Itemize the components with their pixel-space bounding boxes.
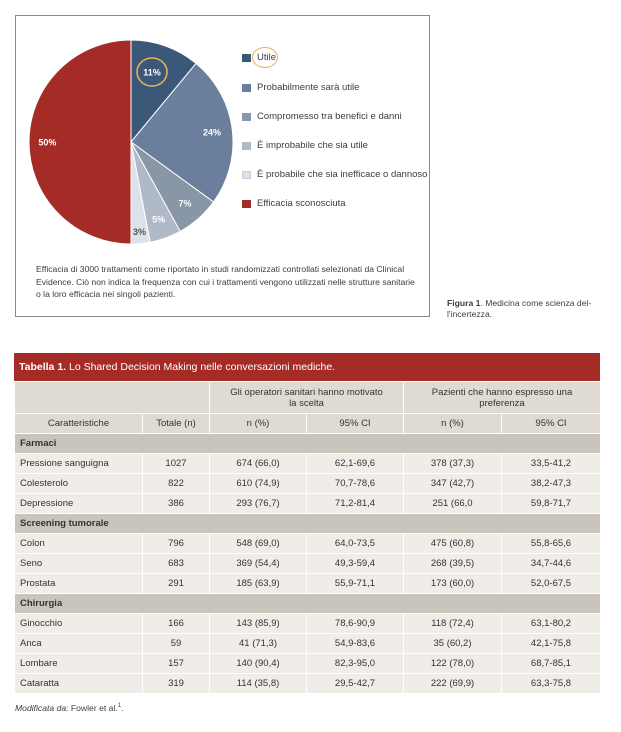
section-row xyxy=(15,514,601,534)
col-header-n-patients: n (%) xyxy=(404,414,502,434)
legend-label: Efficacia sconosciuta xyxy=(257,198,346,209)
table-cell: 35 (60,2) xyxy=(404,634,502,654)
table-cell: 268 (39,5) xyxy=(404,554,502,574)
table-cell: 63,3-75,8 xyxy=(502,674,601,694)
table-title xyxy=(14,353,600,381)
table-cell: 143 (85,9) xyxy=(210,614,307,634)
table-cell: Seno xyxy=(15,554,143,574)
table-cell: 475 (60,8) xyxy=(404,534,502,554)
table-cell: Colon xyxy=(15,534,143,554)
table-cell: 42,1-75,8 xyxy=(502,634,601,654)
table-cell: 71,2-81,4 xyxy=(307,494,404,514)
table-cell: 49,3-59,4 xyxy=(307,554,404,574)
table-row xyxy=(15,474,601,494)
group-header-operators-text: Gli operatori sanitari hanno motivato la scelta xyxy=(230,386,383,409)
group-header-operators xyxy=(210,382,404,414)
legend-swatch xyxy=(242,84,251,92)
legend-highlight-circle xyxy=(252,47,278,68)
table-row xyxy=(15,674,601,694)
table-cell: Lombare xyxy=(15,654,143,674)
table-cell: 59,8-71,7 xyxy=(502,494,601,514)
table-cell: 674 (66,0) xyxy=(210,454,307,474)
figure-label xyxy=(447,298,612,319)
table-cell: 33,5-41,2 xyxy=(502,454,601,474)
group-header-patients xyxy=(404,382,601,414)
table-cell: 185 (63,9) xyxy=(210,574,307,594)
col-header-ci-operators: 95% CI xyxy=(307,414,404,434)
col-header-ci-patients: 95% CI xyxy=(502,414,601,434)
figure-label-text: . Medicina come scienza del-l'incertezza. xyxy=(447,298,592,319)
section-title: Chirurgia xyxy=(15,594,601,614)
table-cell: 59 xyxy=(143,634,210,654)
table-cell: 55,9-71,1 xyxy=(307,574,404,594)
table-cell: 291 xyxy=(143,574,210,594)
table-cell: 52,0-67,5 xyxy=(502,574,601,594)
table-cell: 251 (66,0 xyxy=(404,494,502,514)
table-cell: Depressione xyxy=(15,494,143,514)
table-row xyxy=(15,634,601,654)
table-row xyxy=(15,614,601,634)
table-cell: 55,8-65,6 xyxy=(502,534,601,554)
table-cell: Prostata xyxy=(15,574,143,594)
table-cell: 378 (37,3) xyxy=(404,454,502,474)
table-cell: 222 (69,9) xyxy=(404,674,502,694)
table-header-empty xyxy=(15,382,210,414)
table-cell: 64,0-73,5 xyxy=(307,534,404,554)
table-cell: Colesterolo xyxy=(15,474,143,494)
table-cell: 369 (54,4) xyxy=(210,554,307,574)
table-cell: 34,7-44,6 xyxy=(502,554,601,574)
table-column-header-row xyxy=(15,414,601,434)
slice-label: 24% xyxy=(202,127,221,138)
table-cell: Anca xyxy=(15,634,143,654)
table-cell: 386 xyxy=(143,494,210,514)
table-cell: 683 xyxy=(143,554,210,574)
table-cell: 173 (60,0) xyxy=(404,574,502,594)
section-title: Farmaci xyxy=(15,434,601,454)
table-cell: 347 (42,7) xyxy=(404,474,502,494)
table-row xyxy=(15,454,601,474)
section-row xyxy=(15,594,601,614)
col-header-totale: Totale (n) xyxy=(143,414,210,434)
slice-label: 11% xyxy=(143,67,161,78)
table-row xyxy=(15,554,601,574)
legend-label: È probabile che sia inefficace o dannoso xyxy=(257,169,428,180)
section-title: Screening tumorale xyxy=(15,514,601,534)
table-cell: 122 (78,0) xyxy=(404,654,502,674)
table-cell: 78,6-90,9 xyxy=(307,614,404,634)
table-group-header-row xyxy=(15,382,601,414)
table-cell: Pressione sanguigna xyxy=(15,454,143,474)
table-title-text: Lo Shared Decision Making nelle conversazioni mediche. xyxy=(66,361,336,373)
figure-box xyxy=(15,15,430,317)
table-cell: 38,2-47,3 xyxy=(502,474,601,494)
legend-swatch xyxy=(242,171,251,179)
table-cell: 114 (35,8) xyxy=(210,674,307,694)
table-cell: 796 xyxy=(143,534,210,554)
legend-swatch xyxy=(242,54,251,62)
table-cell: 1027 xyxy=(143,454,210,474)
legend-label: È improbabile che sia utile xyxy=(257,140,368,151)
table-cell: 140 (90,4) xyxy=(210,654,307,674)
table-cell: 118 (72,4) xyxy=(404,614,502,634)
legend-swatch xyxy=(242,142,251,150)
slice-label: 3% xyxy=(132,226,146,237)
table-row xyxy=(15,534,601,554)
table-row xyxy=(15,494,601,514)
table-cell: 548 (69,0) xyxy=(210,534,307,554)
legend-label: Utile xyxy=(257,52,277,63)
source-sup: 1 xyxy=(117,703,122,710)
slice-label: 50% xyxy=(38,137,57,148)
table-body xyxy=(15,434,601,694)
table-cell: 41 (71,3) xyxy=(210,634,307,654)
table-cell: 822 xyxy=(143,474,210,494)
legend-label: Compromesso tra benefici e danni xyxy=(257,111,402,122)
legend-label: Probabilmente sarà utile xyxy=(257,82,360,93)
table-cell: 62,1-69,6 xyxy=(307,454,404,474)
table-cell: 82,3-95,0 xyxy=(307,654,404,674)
figure-label-bold: Figura 1 xyxy=(447,298,481,308)
table-cell: 29,5-42,7 xyxy=(307,674,404,694)
slice-label: 7% xyxy=(178,198,192,209)
slice-label: 5% xyxy=(152,214,166,225)
figure-caption: Efficacia di 3000 trattamenti come riportato in studi randomizzati controllati selezionati da Clinical Evidence. Ciò non indica la frequenza con cui i trattamenti vengono utilizzati nelle strutture sanitarie o la loro efficacia nei singoli pazienti. xyxy=(36,264,415,300)
table-cell: Ginocchio xyxy=(15,614,143,634)
section-row xyxy=(15,434,601,454)
table-cell: 63,1-80,2 xyxy=(502,614,601,634)
table-cell: 157 xyxy=(143,654,210,674)
col-header-n-operators: n (%) xyxy=(210,414,307,434)
table-cell: Cataratta xyxy=(15,674,143,694)
table-cell: 54,9-83,6 xyxy=(307,634,404,654)
table-cell: 319 xyxy=(143,674,210,694)
table-cell: 70,7-78,6 xyxy=(307,474,404,494)
source-prefix: Modificata da: xyxy=(15,703,69,713)
group-header-patients-text: Pazienti che hanno espresso una preferenza xyxy=(431,386,573,409)
table-cell: 166 xyxy=(143,614,210,634)
legend-swatch xyxy=(242,200,251,208)
col-header-caratteristiche: Caratteristiche xyxy=(15,414,143,434)
source-text: Fowler et al. xyxy=(68,703,118,713)
source-note: Modificata da: Fowler et al.$^1$. xyxy=(15,703,124,713)
table-row xyxy=(15,654,601,674)
table-cell: 68,7-85,1 xyxy=(502,654,601,674)
table-cell: 293 (76,7) xyxy=(210,494,307,514)
data-table xyxy=(14,381,601,694)
table-row xyxy=(15,574,601,594)
legend-swatch xyxy=(242,113,251,121)
table-cell: 610 (74,9) xyxy=(210,474,307,494)
pie-chart xyxy=(16,16,429,256)
table-title-bold: Tabella 1. xyxy=(19,361,67,373)
table-container xyxy=(14,353,600,694)
